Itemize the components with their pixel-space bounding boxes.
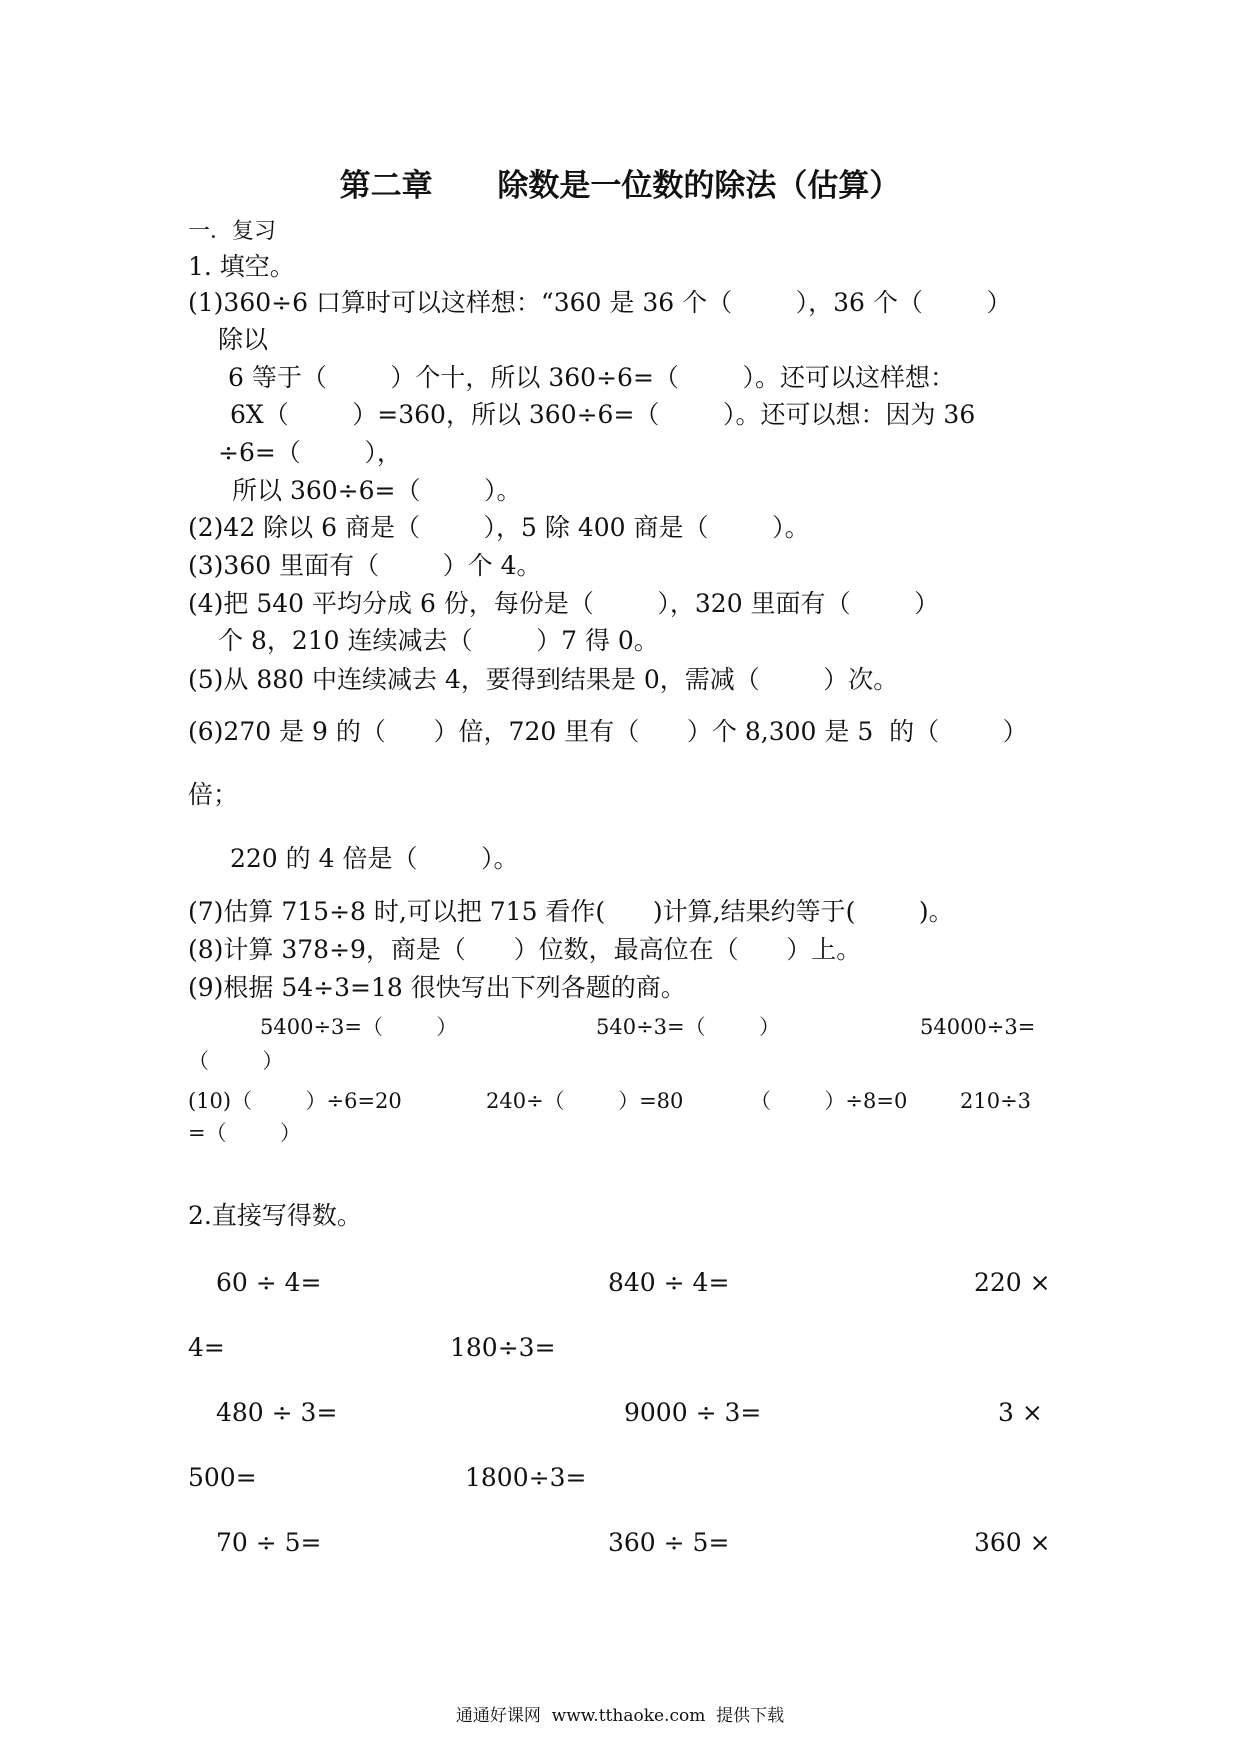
q2-item: 1800÷3= xyxy=(465,1463,587,1492)
q1-line: (6)270 是 9 的（ ）倍，720 里有（ ）个 8,300 是 5 的（ ） xyxy=(188,717,1028,746)
q2-item: 500= xyxy=(188,1463,257,1492)
q1-line: 除以 xyxy=(218,325,269,354)
q1-line: (4)把 540 平均分成 6 份，每份是（ ），320 里面有（ ） xyxy=(188,589,940,618)
q1-line: (5)从 880 中连续减去 4，要得到结果是 0，需减（ ）次。 xyxy=(188,665,899,694)
q1-item: 240÷（ ）=80 xyxy=(486,1089,684,1113)
q1-line: (1)360÷6 口算时可以这样想：“360 是 36 个（ ），36 个（ ） xyxy=(188,288,1012,317)
page-title: 第二章 除数是一位数的除法（估算） xyxy=(339,168,901,204)
q1-item: 210÷3 xyxy=(960,1089,1032,1113)
q1-item: (10)（ ）÷6=20 xyxy=(188,1089,402,1113)
q1-line: 所以 360÷6=（ ）。 xyxy=(232,476,522,505)
question-1-heading: 1. 填空。 xyxy=(188,252,295,281)
q1-line: 6 等于（ ）个十，所以 360÷6=（ ）。还可以这样想： xyxy=(228,363,955,392)
q1-line: 220 的 4 倍是（ ）。 xyxy=(230,844,519,873)
section-heading: 一．复习 xyxy=(188,219,277,244)
q2-item: 4= xyxy=(188,1333,225,1362)
footer-credit: 通通好课网 www.tthaoke.com 提供下载 xyxy=(455,1706,785,1726)
q1-line: (7)估算 715÷8 时,可以把 715 看作( )计算,结果约等于( )。 xyxy=(188,897,954,926)
question-2-heading: 2.直接写得数。 xyxy=(188,1201,362,1230)
q2-item: 70 ÷ 5= xyxy=(216,1528,322,1557)
q2-item: 480 ÷ 3= xyxy=(216,1398,338,1427)
q1-line: (2)42 除以 6 商是（ ），5 除 400 商是（ ）。 xyxy=(188,513,810,542)
q1-item: （ ） xyxy=(188,1049,284,1073)
q1-line: (8)计算 378÷9，商是（ ）位数，最高位在（ ）上。 xyxy=(188,935,862,964)
q1-item: 5400÷3=（ ） xyxy=(260,1015,458,1039)
q1-line: (3)360 里面有（ ）个 4。 xyxy=(188,551,542,580)
q1-line: (9)根据 54÷3=18 很快写出下列各题的商。 xyxy=(188,973,686,1002)
q1-line: 倍； xyxy=(188,780,239,809)
q2-item: 3 × xyxy=(998,1398,1043,1427)
q1-item: 54000÷3= xyxy=(920,1015,1036,1039)
q2-item: 360 × xyxy=(974,1528,1051,1557)
q1-line: 个 8，210 连续减去（ ）7 得 0。 xyxy=(218,626,659,655)
q2-item: 840 ÷ 4= xyxy=(608,1268,730,1297)
q1-line: 6X（ ）=360，所以 360÷6=（ ）。还可以想：因为 36 xyxy=(230,400,976,429)
q2-item: 220 × xyxy=(974,1268,1051,1297)
q1-item: （ ）÷8=0 xyxy=(750,1089,908,1113)
q1-line: ÷6=（ ）， xyxy=(218,438,402,467)
q2-item: 60 ÷ 4= xyxy=(216,1268,322,1297)
q2-item: 180÷3= xyxy=(450,1333,556,1362)
q2-item: 360 ÷ 5= xyxy=(608,1528,730,1557)
q1-item: =（ ） xyxy=(188,1121,301,1145)
q1-item: 540÷3=（ ） xyxy=(596,1015,781,1039)
q2-item: 9000 ÷ 3= xyxy=(624,1398,762,1427)
